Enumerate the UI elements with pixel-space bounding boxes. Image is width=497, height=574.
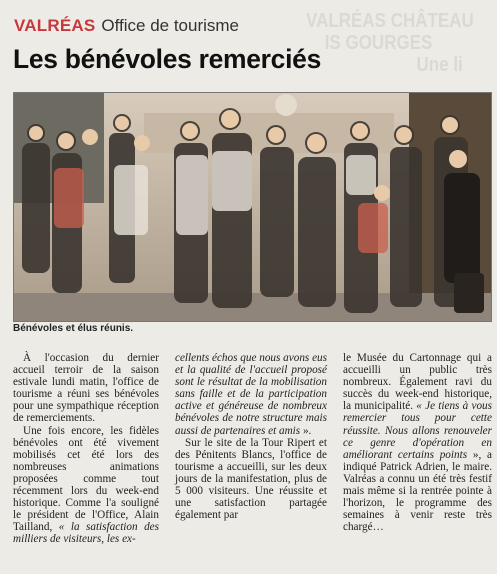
column-2-paragraph-1 [175, 352, 327, 437]
kicker-place: VALRÉAS [14, 16, 96, 35]
article-column-1 [13, 352, 159, 572]
bleed-through-text: VALRÉAS CHÂTEAU IS GOURGES Une li [306, 10, 474, 76]
section-kicker [14, 16, 239, 36]
group-photo-illustration [14, 93, 491, 321]
article-column-3 [343, 352, 492, 572]
article-headline: Les bénévoles remerciés [13, 44, 322, 74]
column-1-paragraph-2-text: Une fois encore, les fidèles bénévoles ont été vivement mobilisés cet été lors des nombreuses animations proposées comme tout récemment lors du week-end historique. Comme l'a souligné le président de l'Office, Alain Tailland, [13, 424, 159, 534]
column-2-quote: cellents échos que nous avons eus et la qualité de l'accueil proposé sont le résultat de la mobilisation sans faille et de la participation active et généreuse de nombreux bénévoles de notre structure mais aussi de partenaires et amis [175, 352, 327, 437]
photo-caption: Bénévoles et élus réunis. [13, 323, 134, 334]
column-3-text-b: », a indiqué Patrick Adrien, le maire. Valréas a connu un été très festif mais même si la rentrée pointe à l'horizon, le programme des semaines à venir reste très chargé… [343, 448, 493, 534]
column-3-text-a: le Musée du Cartonnage qui a accueilli un public très nombreux. Également ravi du succès du week-end historique, la municipalité. [343, 352, 492, 413]
column-1-paragraph-2 [13, 425, 159, 546]
kicker-rubric: Office de tourisme [101, 16, 240, 35]
column-1-quote: « la satisfaction des milliers de visiteurs, les ex- [13, 521, 159, 546]
group-photo [13, 92, 492, 322]
article-column-2 [175, 352, 327, 572]
column-3-paragraph-1 [343, 352, 492, 533]
column-2-quote-end: ». [300, 424, 312, 437]
column-2-paragraph-2: Sur le site de la Tour Ripert et des Pénitents Blancs, l'office de tourisme a accueilli, sur les deux jours de la manifestation, plus de 5 000 visiteurs. Une réussite et une satisfaction partagée également par [175, 436, 327, 522]
column-3-quote: « Je tiens à vous remercier tous pour cette réussite. Nous allons renouveler ce genre d'opération en améliorant certains points [343, 400, 492, 461]
column-1-paragraph-1: À l'occasion du dernier accueil terroir de la saison estivale lundi matin, l'office de tourisme a réuni ses bénévoles pour une sympathique réception de remerciements. [13, 352, 159, 425]
